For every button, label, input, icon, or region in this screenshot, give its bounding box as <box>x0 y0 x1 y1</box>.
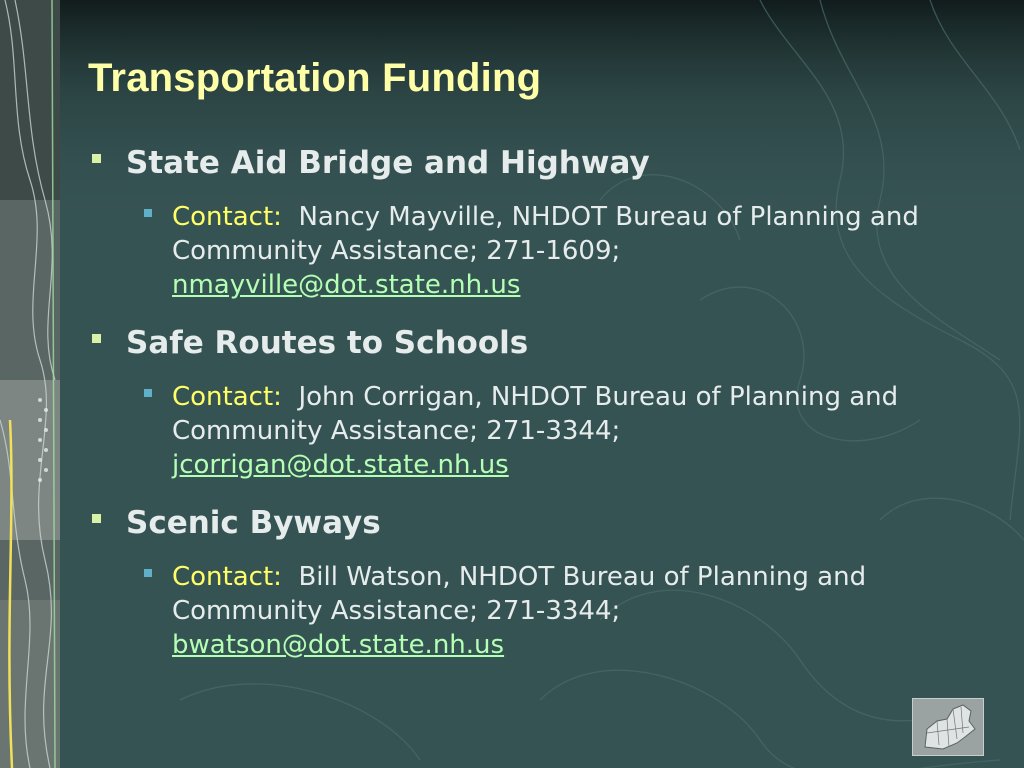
slide-title: Transportation Funding <box>88 56 542 100</box>
contact-entry <box>172 200 1002 302</box>
funding-heading: State Aid Bridge and Highway <box>126 145 650 181</box>
contact-details: Nancy Mayville, NHDOT Bureau of Planning and Community Assistance; 271-1609; <box>172 202 919 266</box>
contact-label: Contact: <box>172 202 282 232</box>
square-bullet-icon <box>144 389 152 397</box>
funding-heading: Scenic Byways <box>126 505 381 541</box>
contact-label: Contact: <box>172 382 282 412</box>
slide-content <box>88 140 1008 680</box>
contact-details: John Corrigan, NHDOT Bureau of Planning and Community Assistance; 271-3344; <box>172 382 899 446</box>
funding-item <box>88 500 1008 662</box>
email-link[interactable]: jcorrigan@dot.state.nh.us <box>172 450 509 480</box>
funding-item <box>88 140 1008 302</box>
email-link[interactable]: bwatson@dot.state.nh.us <box>172 630 505 660</box>
contact-entry <box>172 560 1002 662</box>
contact-entry <box>172 380 1002 482</box>
square-bullet-icon <box>92 154 101 163</box>
square-bullet-icon <box>92 514 101 523</box>
square-bullet-icon <box>92 334 101 343</box>
northeast-map-icon[interactable] <box>912 698 984 756</box>
square-bullet-icon <box>144 209 152 217</box>
funding-item <box>88 320 1008 482</box>
funding-heading: Safe Routes to Schools <box>126 325 529 361</box>
square-bullet-icon <box>144 569 152 577</box>
contact-details: Bill Watson, NHDOT Bureau of Planning and Community Assistance; 271-3344; <box>172 562 867 626</box>
email-link[interactable]: nmayville@dot.state.nh.us <box>172 270 521 300</box>
map-strip-decoration <box>0 0 60 768</box>
contact-label: Contact: <box>172 562 282 592</box>
